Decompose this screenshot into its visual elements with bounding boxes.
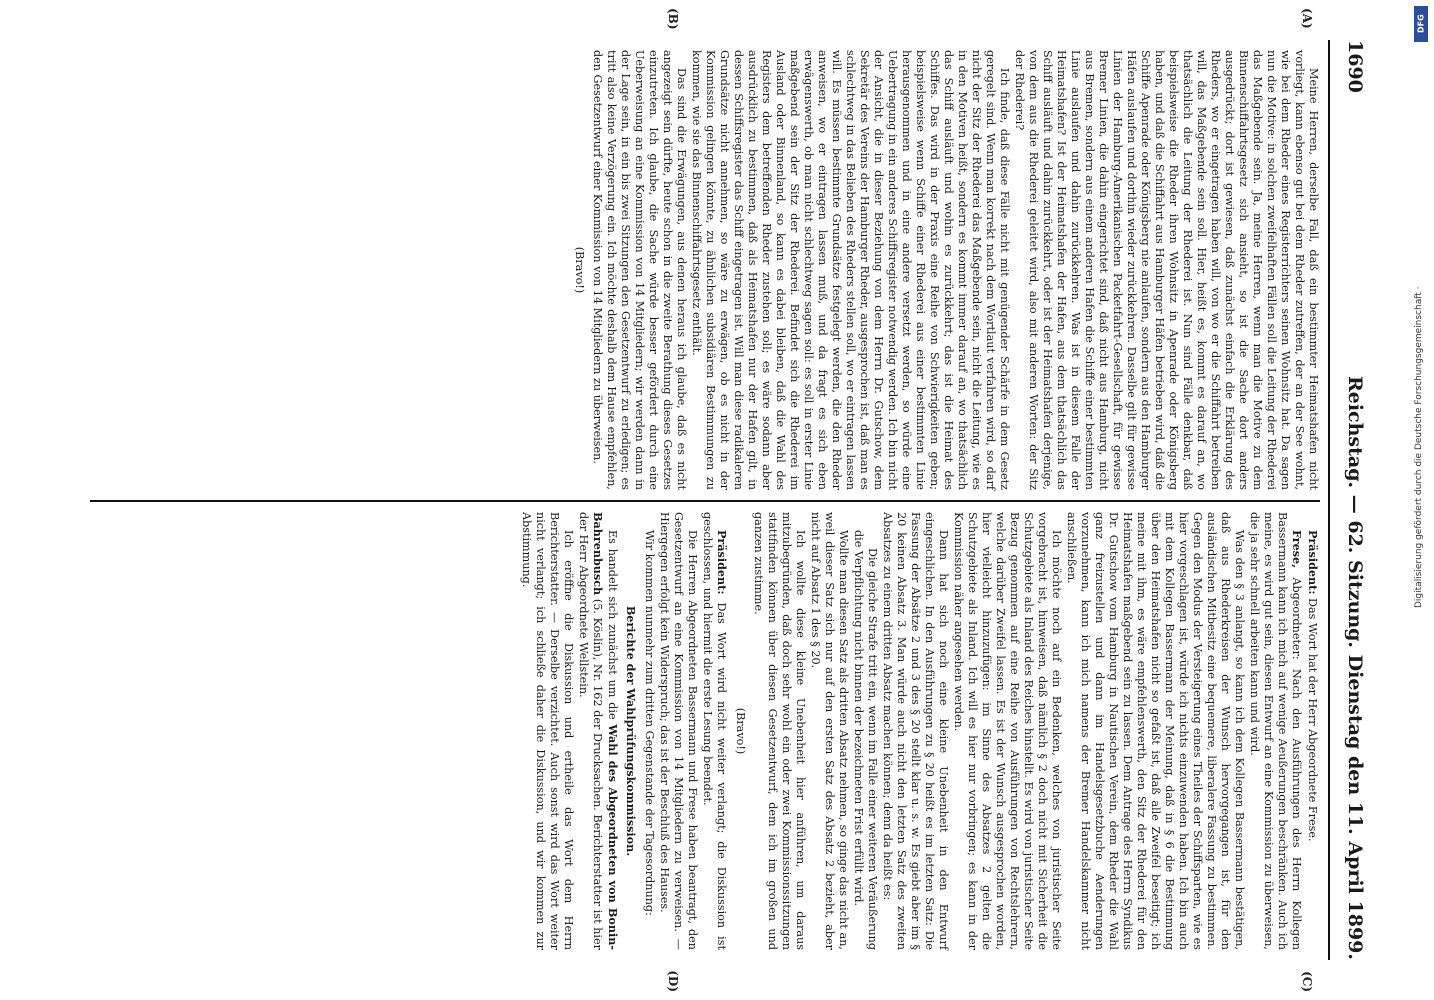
right-paragraph-4: Ich möchte noch auf ein Bedenken, welches von juristischer Seite vorgebracht ist, hinweisen, daß nämlich § 2 doch nicht mit Sicherheit die Schutzgebiete als Inland des Reiches hinstellt. Es wird von juristischer Seite Bezug genommen auf eine Reihe von Ausführungen von Rechtslehrern, welche darüber Zweifel lassen. Es ist der Wunsch ausgesprochen worden, hier vielleicht hinzuzufügen: im Sinne des Absatzes 2 gelten die Schutzgebiete als Inland. Ich will es hier nur vorbringen; es kann in der Kommission näher angesehen werden. [952, 512, 1063, 950]
speaker-president: Präsident: [1306, 530, 1320, 595]
left-bravo: (Bravo!) [573, 246, 586, 294]
right-paragraph-10: Wir kommen nunmehr zum dritten Gegenstande der Tagesordnung: [643, 530, 656, 916]
right-paragraph-3: Was den § 3 anlangt, so kann ich dem Kollegen Bassermann bestätigen, daß aus Rhederkreisen der Wunsch hervorgegangen ist, für den ausländischen Mitbesitz eine bequemere, liberalere Fassung zu bestimmen. Gegen den Modus der Versteigerung eines Theiles der Schiffsparten, wie es hier vorgeschlagen ist, würde ich nichts einzuwenden haben. Ich bin auch mit dem Kollegen Bassermann der Meinung, daß in § 6 die Bestimmung über den Heimatshafen nicht so gefaßt ist, daß alle Zweifel beseitigt; ich meine mit ihm, es wäre empfehlenswerth, den Sitz der Rhederei für den Heimatshafen maßgebend sein zu lassen. Dem Antrage des Herrn Syndikus Dr. Gutschow vom Hamburg in Nautischen Verein, dem Rheder die Wahl ganz freizustellen und dann im Handelsgesetzbuche Aenderungen vorzunehmen, kann ich mich namens der Bremer Handelskammer nicht anschließen. [1065, 512, 1246, 950]
agenda-heading: Berichte der Wahlprüfungskommission. [624, 605, 638, 857]
right-column [90, 500, 1320, 960]
header-rule [1328, 40, 1330, 960]
speaker-president-2: Präsident: [715, 530, 729, 595]
text-columns [90, 8, 1320, 992]
speaker-frese: Frese, [1290, 530, 1304, 569]
right-paragraph-2: Frese, Abgeordneter: Nach den Ausführungen des Herrn Kollegen Bassermann kann ich mich auf wenige Aeußerungen beschränken. Auch ich meine, es wird gut sein, diesen Entwurf an eine Kommission zu überweisen, die ja sehr schnell arbeiten kann und wird. [1248, 512, 1304, 951]
right-paragraph-1: Präsident: Das Wort hat der Herr Abgeordnete Frese. [1306, 530, 1320, 842]
left-paragraph-1: Meine Herren, derselbe Fall, daß ein bestimmter Heimatshafen nicht vorliegt, kann ebenso gut bei dem Rheder zutreffen, der an der See wohnt, wie bei dem Rheder eines Registerrichters seinen Wohnsitz hat. Da sagen nun die Motive: in solchen zweifelhaften Fällen soll die Leitung der Rhederei das Maßgebende sein. Ja, meine Herren, wenn man die Motive zu dem Binnenschiffahrtsgesetz sich ansieht, so ist die Sache dort anders ausgedrückt; dort ist gewiesen, daß zunächst einfach die Erklärung des Rheders, wo er eingetragen haben will, von wo er die Schiffahrt betreiben will, das Maßgebende sein soll. Hier, heißt es, kommt es darauf an, wo thatsächlich die Leitung der Rhederei ist. Nun sind Fälle denkbar, daß beispielsweise die Rheder ihren Wohnsitz in Apenrade oder Königsberg haben, und daß die Schiffahrt aus Hamburger Häfen betrieben wird, daß die Schiffe Apenrade oder Königsberg nie anlaufen, sondern aus den Hamburger Häfen auslaufen und dorthin wieder zurückkehren. Dasselbe gilt für gewisse Linien der Hamburg-Amerikanischen Packetfahrt-Gesellschaft, für gewisse Bremer Linien, die dahin eingerichtet sind, daß nicht aus Hamburg, nicht aus Bremen, sondern aus einem anderen Hafen die Schiffe einer bestimmten Linie auslaufen und dahin zurückkehren. Was ist in diesem Falle der Heimatshafen? Ist der Heimatshafen der Hafen, aus dem thatsächlich das Schiff ausläuft und dahin zurückkehrt, oder ist der Heimatshafen derjenige, von dem aus die Rhederei geleitet wird, also mit anderen Worten: der Sitz der Rhederei? [1013, 50, 1320, 490]
right-paragraph-9: Die Herren Abgeordneten Bassermann und Frese haben beantragt, den Gesetzentwurf an eine Kommission von 14 Mitgliedern zu verweisen. — Hiergegen erfolgt kein Widerspruch; das ist der Beschluß des Hauses. [658, 512, 699, 950]
right-paragraph-7: Ich wollte diese kleine Unebenheit hier anführen, um daraus mitzubegründen, daß doch sehr wohl ein oder zwei Kommissionssitzungen stattfinden können über diesen Gesetzentwurf, dem ich im großen und ganzen zustimme. [752, 512, 807, 950]
right-paragraph-8: Präsident: Das Wort wird nicht weiter verlangt; die Diskussion ist geschlossen, und hiermit die erste Lesung beendet. [701, 512, 729, 950]
funding-strip [1402, 0, 1432, 1000]
left-paragraph-2: Ich finde, daß diese Fälle nicht mit genügender Schärfe in dem Gesetz geregelt sind. Wenn man korrekt nach dem Wortlaut verfahren wird, so darf nicht der Sitz der Rhederei das Maßgebende sein, nicht die Leitung, wie es in den Motiven heißt, sondern es kommt immer darauf an, wo thatsächlich das Schiff ausläuft und wohin es zurückkehrt; das ist die Heimat des Schiffes. Das wird in der Praxis eine Reihe von Schwierigkeiten geben; beispielsweise wenn Schiffe einer Rhederei aus einer bestimmten Linie herausgenommen und in eine andere versetzt werden, so würde eine Uebertragung in ein anderes Schiffsregister notwendig werden. Ich bin nicht der Ansicht, die in dieser Beziehung von dem Herrn Dr. Gutschow, dem Sekretär des Vereins der Hamburger Rheder, ausgesprochen ist, daß man es schlechtweg in das Belieben des Rheders stellen soll, wo er eintragen lassen will. Es müssen bestimmte Grundsätze festgelegt werden, die den Rheder anweisen, wo er eintragen lassen muß, und da fragt es sich eben erwägenswerth, ob man nicht schlechtweg sagen soll: es soll in erster Linie maßgebend sein der Sitz der Rhederei. Befindet sich die Rhederei im Ausland oder Binnenland, so kann es dabei bleiben, daß die Wahl des Registers dem betreffenden Rheder zustehen soll; es wäre sodann aber ausdrücklich zu bestimmen, daß als Heimatshafen nur der Hafen gilt, in dessen Schiffsregister das Schiff eingetragen ist. Will man diese radikaleren Grundsätze nicht annehmen, so wäre zu erwägen, ob es nicht in der Kommission gelingen könnte, zu ähnlichen subsidiären Bestimmungen zu kommen, wie sie das Binnenschiffahrtsgesetz enthält. [690, 50, 1011, 490]
page-number: 1690 [1344, 40, 1366, 93]
right-paragraph-5: Dann hat sich noch eine kleine Unebenheit in den Entwurf eingeschlichen. In den Ausführungen zu § 20 heißt es im letzten Satz: Die Fassung der Absätze 2 und 3 des § 20 stellt klar u. s. w. Es giebt aber im § 20 keinen Absatz 3. Man würde auch nicht den letzten Satz des zweiten Absatzes zu einem dritten Absatz machen können; denn da heißt es: [881, 512, 950, 950]
left-column [90, 40, 1320, 500]
left-paragraph-3: Das sind die Erwägungen, aus denen heraus ich glaube, daß es nicht angezeigt sein dürfte, heute schon in die zweite Berathung dieses Gesetzes einzutreten. Ich glaube, die Sache würde besser gefördert durch eine Ueberweisung an eine Kommission von 14 Mitgliedern; wir werden dann in der Lage sein, in ein bis zwei Sitzungen den Gesetzentwurf zu erledigen; es tritt also keine Verzögerung ein. Ich möchte deshalb dem Hause empfehlen, den Gesetzentwurf einer Kommission von 14 Mitgliedern zu überweisen. [591, 50, 688, 490]
dfg-logo: DFG [1414, 6, 1428, 42]
election-title: Wahl des Abgeordneten von Bonin-Bahrenbusch [591, 512, 620, 950]
right-quote: Die gleiche Strafe tritt ein, wenn im Falle einer weiteren Veräußerung die Verpflichtung nicht binnen der bezeichneten Frist erfüllt wird. [852, 530, 879, 950]
page-title: Reichstag. — 62. Sitzung. Dienstag den 11. April 1899. [1344, 375, 1366, 960]
right-paragraph-12: Ich eröffne die Diskussion und ertheile das Wort dem Herrn Berichterstatter. — Derselbe verzichtet. Auch sonst wird das Wort weiter nicht verlangt; ich schließe daher die Diskussion, und wir kommen zur Abstimmung. [520, 512, 575, 950]
margin-label-a: (A) [1300, 8, 1314, 29]
margin-label-d: (D) [666, 970, 680, 992]
margin-label-b: (B) [666, 8, 680, 30]
right-paragraph-11: Es handelt sich zunächst um die Wahl des Abgeordneten von Bonin-Bahrenbusch (5. Köslin), Nr. 162 der Drucksachen. Berichterstatter ist hier der Herr Abgeordnete Wellstein. [577, 512, 620, 950]
right-bravo: (Bravo!) [734, 707, 747, 755]
right-paragraph-6: Wollte man diesen Satz als dritten Absatz nehmen, so ginge das nicht an, weil dieser Satz sich nur auf den ersten Satz des Absatz 2 bezieht, aber nicht auf Absatz 1 des § 20. [809, 512, 850, 950]
page-header [1336, 40, 1366, 960]
funding-note: Digitalisierung gefördert durch die Deutsche Forschungsgemeinschaft · [1414, 286, 1424, 608]
margin-label-c: (C) [1300, 971, 1314, 992]
